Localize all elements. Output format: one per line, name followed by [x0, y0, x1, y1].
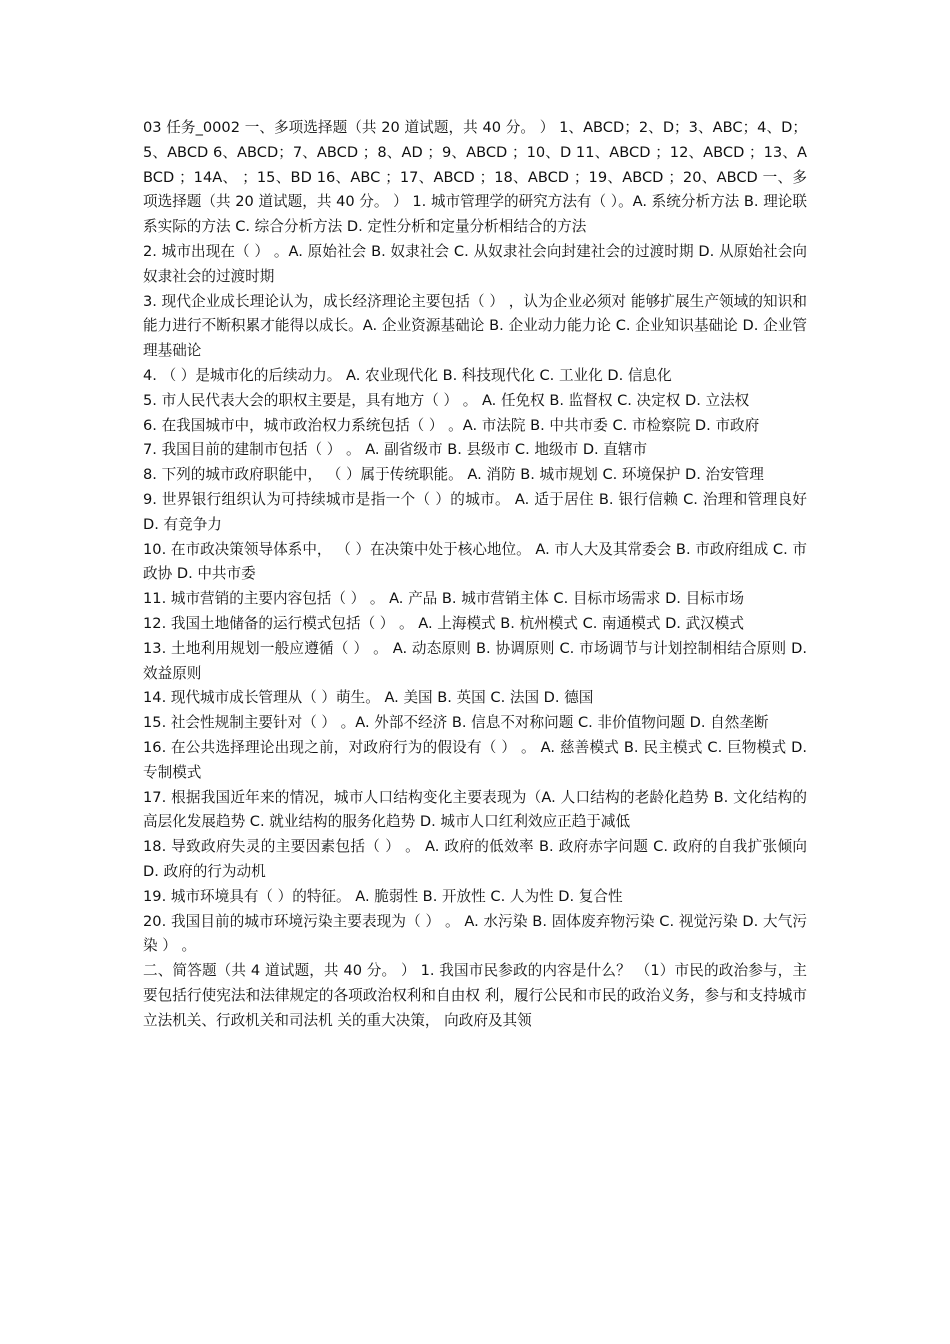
paragraph-q20: 20. 我国目前的城市环境污染主要表现为（ ） 。 A. 水污染 B. 固体废弃物污染 C. 视觉污染 D. 大气污染 ） 。 — [143, 912, 807, 955]
paragraph-q4: 4. （ ）是城市化的后续动力。 A. 农业现代化 B. 科技现代化 C. 工业化 D. 信息化 — [143, 366, 672, 384]
paragraph-q15: 15. 社会性规制主要针对（ ） 。A. 外部不经济 B. 信息不对称问题 C. 非价值物问题 D. 自然垄断 — [143, 714, 769, 732]
paragraph-q3: 3. 现代企业成长理论认为，成长经济理论主要包括（ ） ，认为企业必须对 能够扩展生产领域的知识和能力进行不断积累才能得以成长。A. 企业资源基础论 B. 企业动力能力论 C. 企业知识基础论 D. 企业管理基础论 — [143, 292, 807, 360]
paragraph-q16: 16. 在公共选择理论出现之前，对政府行为的假设有（ ） 。 A. 慈善模式 B. 民主模式 C. 巨物模式 D. 专制模式 — [143, 738, 807, 781]
paragraph-q17: 17. 根据我国近年来的情况，城市人口结构变化主要表现为（A. 人口结构的老龄化趋势 B. 文化结构的高层化发展趋势 C. 就业结构的服务化趋势 D. 城市人口红利效应正趋于减低 — [143, 788, 807, 831]
paragraph-q18: 18. 导致政府失灵的主要因素包括（ ） 。 A. 政府的低效率 B. 政府赤字问题 C. 政府的自我扩张倾向 D. 政府的行为动机 — [143, 838, 807, 880]
paragraph-q8: 8. 下列的城市政府职能中， （ ）属于传统职能。 A. 消防 B. 城市规划 C. 环境保护 D. 治安管理 — [143, 466, 764, 484]
paragraph-q10: 10. 在市政决策领导体系中， （ ）在决策中处于核心地位。 A. 市人大及其常委会 B. 市政府组成 C. 市政协 D. 中共市委 — [143, 540, 807, 583]
paragraph-q2: 2. 城市出现在（ ） 。A. 原始社会 B. 奴隶社会 C. 从奴隶社会向封建社会的过渡时期 D. 从原始社会向奴隶社会的过渡时期 — [143, 242, 807, 285]
paragraph-q13: 13. 土地利用规划一般应遵循（ ） 。 A. 动态原则 B. 协调原则 C. 市场调节与计划控制相结合原则 D. 效益原则 — [143, 639, 807, 682]
paragraph-q12: 12. 我国土地储备的运行模式包括（ ） 。 A. 上海模式 B. 杭州模式 C. 南通模式 D. 武汉模式 — [143, 614, 744, 632]
paragraph-header-answers-q1: 03 任务_0002 一、多项选择题（共 20 道试题，共 40 分。 ） 1、ABCD；2、D；3、ABC；4、D；5、ABCD 6、ABCD；7、ABCD ；8、AD ；9、ABCD ；10、D 11、ABCD ；12、ABCD ；13、ABCD ；14A、 ；15、BD 16、ABC ；17、ABCD ；18、ABCD ；19、ABCD ；20、ABCD 一、多项选择题（共 20 道试题，共 40 分。 ） 1. 城市管理学的研究方法有（ ）。A. 系统分析方法 B. 理论联系实际的方法 C. 综合分析方法 D. 定性分析和定量分析相结合的方法 — [143, 119, 807, 236]
paragraph-q11: 11. 城市营销的主要内容包括（ ） 。 A. 产品 B. 城市营销主体 C. 目标市场需求 D. 目标市场 — [143, 590, 744, 608]
paragraph-q9: 9. 世界银行组织认为可持续城市是指一个（ ）的城市。 A. 适于居住 B. 银行信赖 C. 治理和管理良好 D. 有竞争力 — [143, 490, 807, 533]
paragraph-q6: 6. 在我国城市中，城市政治权力系统包括（ ） 。A. 市法院 B. 中共市委 C. 市检察院 D. 市政府 — [143, 416, 760, 434]
paragraph-q7: 7. 我国目前的建制市包括（ ） 。 A. 副省级市 B. 县级市 C. 地级市 D. 直辖市 — [143, 441, 648, 459]
paragraph-q5: 5. 市人民代表大会的职权主要是，具有地方（ ） 。 A. 任免权 B. 监督权 C. 决定权 D. 立法权 — [143, 391, 750, 409]
paragraph-q14: 14. 现代城市成长管理从（ ）萌生。 A. 美国 B. 英国 C. 法国 D. 德国 — [143, 689, 594, 707]
document-body — [143, 116, 807, 1033]
paragraph-q19: 19. 城市环境具有（ ）的特征。 A. 脆弱性 B. 开放性 C. 人为性 D. 复合性 — [143, 887, 623, 905]
paragraph-short-answer-section: 二、简答题（共 4 道试题，共 40 分。 ） 1. 我国市民参政的内容是什么？ （1）市民的政治参与，主要包括行使宪法和法律规定的各项政治权利和自由权 利，履行公民和市民的政治义务，参与和支持城市立法机关、行政机关和司法机 关的重大决策， 向政府及其领 — [143, 962, 807, 1029]
